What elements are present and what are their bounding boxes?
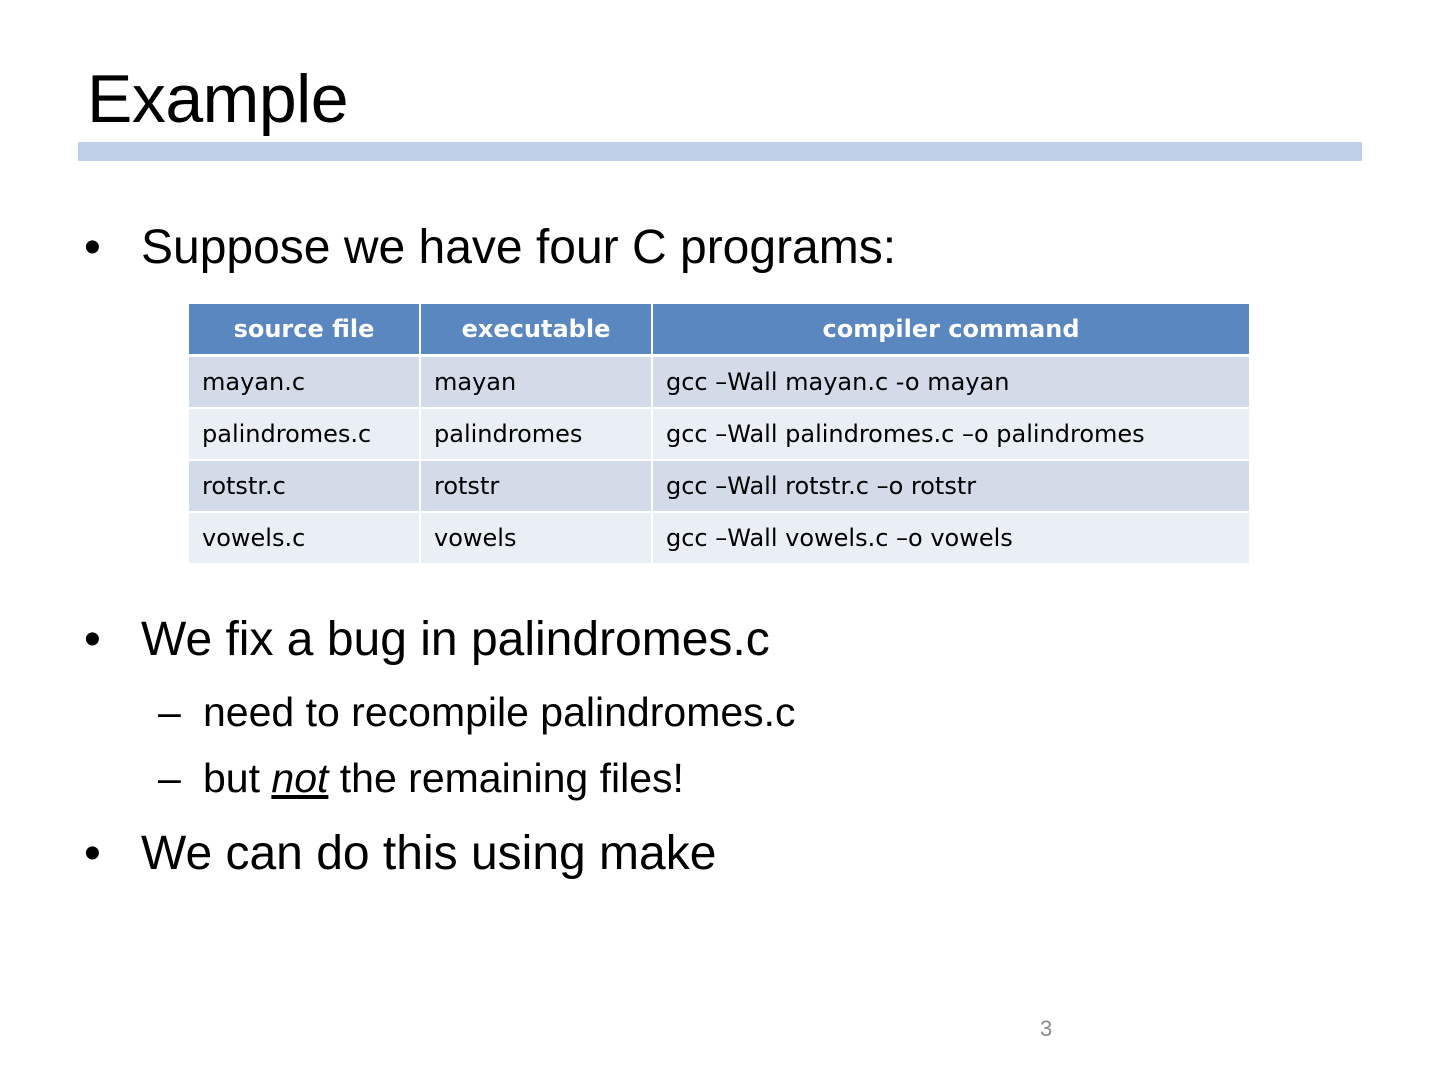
dash-marker: – [158,755,181,801]
programs-table [189,304,1249,565]
bullet-text: Suppose we have four C programs: [141,221,897,274]
table-cell: mayan [420,356,652,409]
table-cell: vowels [420,512,652,564]
page-number: 3 [1040,1016,1053,1041]
sub-bullet-text-part: the remaining files! [328,755,684,801]
title-underline-bar [78,142,1362,161]
table-cell: gcc –Wall mayan.c -o mayan [652,356,1249,409]
sub-bullet-text [203,754,684,802]
table-cell: gcc –Wall rotstr.c –o rotstr [652,460,1249,512]
table-cell: palindromes.c [189,408,420,460]
table-row [189,460,1249,512]
bullet-dot: • [84,221,101,274]
table-cell: gcc –Wall vowels.c –o vowels [652,512,1249,564]
sub-bullet-text: need to recompile palindromes.c [203,689,796,735]
bullet-dot: • [84,613,101,666]
table-header-row [189,304,1249,356]
bullet-text: We fix a bug in palindromes.c [141,613,770,666]
emphasized-word: not [271,755,329,801]
dash-marker: – [158,689,181,735]
column-header-compiler-command: compiler command [652,304,1249,356]
table-row [189,512,1249,564]
table-row [189,356,1249,409]
bullet-dot: • [84,827,101,880]
table-cell: rotstr.c [189,460,420,512]
column-header-executable: executable [420,304,652,356]
slide-title: Example [87,61,349,137]
table-row [189,408,1249,460]
sub-bullet-text-part: but [203,755,272,801]
table-cell: rotstr [420,460,652,512]
table-cell: gcc –Wall palindromes.c –o palindromes [652,408,1249,460]
table-cell: palindromes [420,408,652,460]
table-cell: mayan.c [189,356,420,409]
table-cell: vowels.c [189,512,420,564]
bullet-text: We can do this using make [141,827,717,880]
column-header-source-file: source file [189,304,420,356]
